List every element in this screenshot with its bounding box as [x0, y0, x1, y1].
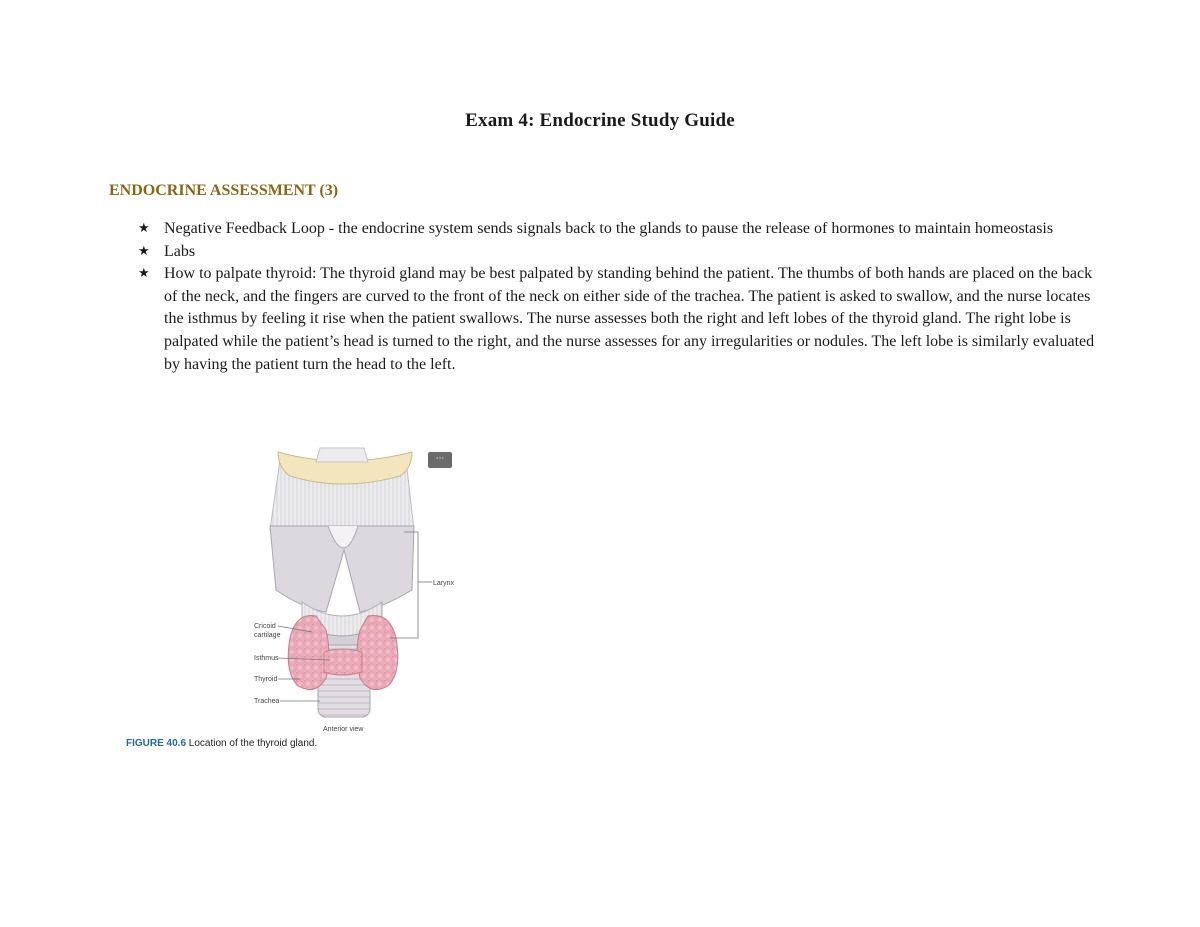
bullet-text: Labs: [164, 242, 196, 260]
bullet-text: How to palpate thyroid: The thyroid gland may be best palpated by standing behind the patient. The thumbs of both hands are placed on the back of the neck, and the fingers are curved to the front of the neck on either side of the trachea. The patient is asked to swallow, and the nurse locates the isthmus by feeling it rise when the patient swallows. The nurse assesses both the right and left lobes of the thyroid gland. The right lobe is palpated while the patient’s head is turned to the right, and the nurse assesses for any irregularities or nodules. The left lobe is similarly evaluated by having the patient turn the head to the left.: [164, 265, 1095, 373]
star-bullet-icon: ★: [138, 221, 150, 236]
figure-caption: [126, 738, 317, 749]
star-bullet-icon: ★: [138, 243, 150, 259]
thyroid-illustration: [120, 440, 480, 760]
bullet-text: Negative Feedback Loop - the endocrine system sends signals back to the glands to pause the release of hormones to maintain homeostasis: [164, 220, 1054, 237]
thyroid-figure: [120, 440, 480, 760]
thyroid-label: Thyroid: [254, 676, 278, 683]
more-options-button[interactable]: ···: [428, 452, 452, 468]
list-item: [138, 241, 1098, 264]
cricoid-label-line1: Cricoid: [254, 623, 276, 630]
larynx-label: Larynx: [433, 580, 455, 587]
view-label: Anterior view: [323, 726, 364, 733]
section-heading: ENDOCRINE ASSESSMENT (3): [109, 182, 339, 199]
list-item: [138, 218, 1098, 241]
thyroid-isthmus: [324, 649, 362, 675]
trachea-label: Trachea: [254, 698, 280, 705]
list-item: [138, 263, 1098, 376]
thyroid-left-lobe: [357, 615, 398, 689]
cricoid-label-line2: cartilage: [254, 632, 281, 639]
figure-caption-number: FIGURE 40.6: [126, 738, 187, 749]
isthmus-label: Isthmus: [254, 655, 279, 662]
star-bullet-icon: ★: [138, 266, 150, 282]
bullet-list: [138, 218, 1098, 376]
figure-caption-text: Location of the thyroid gland.: [186, 738, 318, 749]
page-title: Exam 4: Endocrine Study Guide: [465, 110, 735, 131]
hyoid-body: [316, 448, 368, 462]
thyroid-right-lobe: [288, 615, 329, 689]
